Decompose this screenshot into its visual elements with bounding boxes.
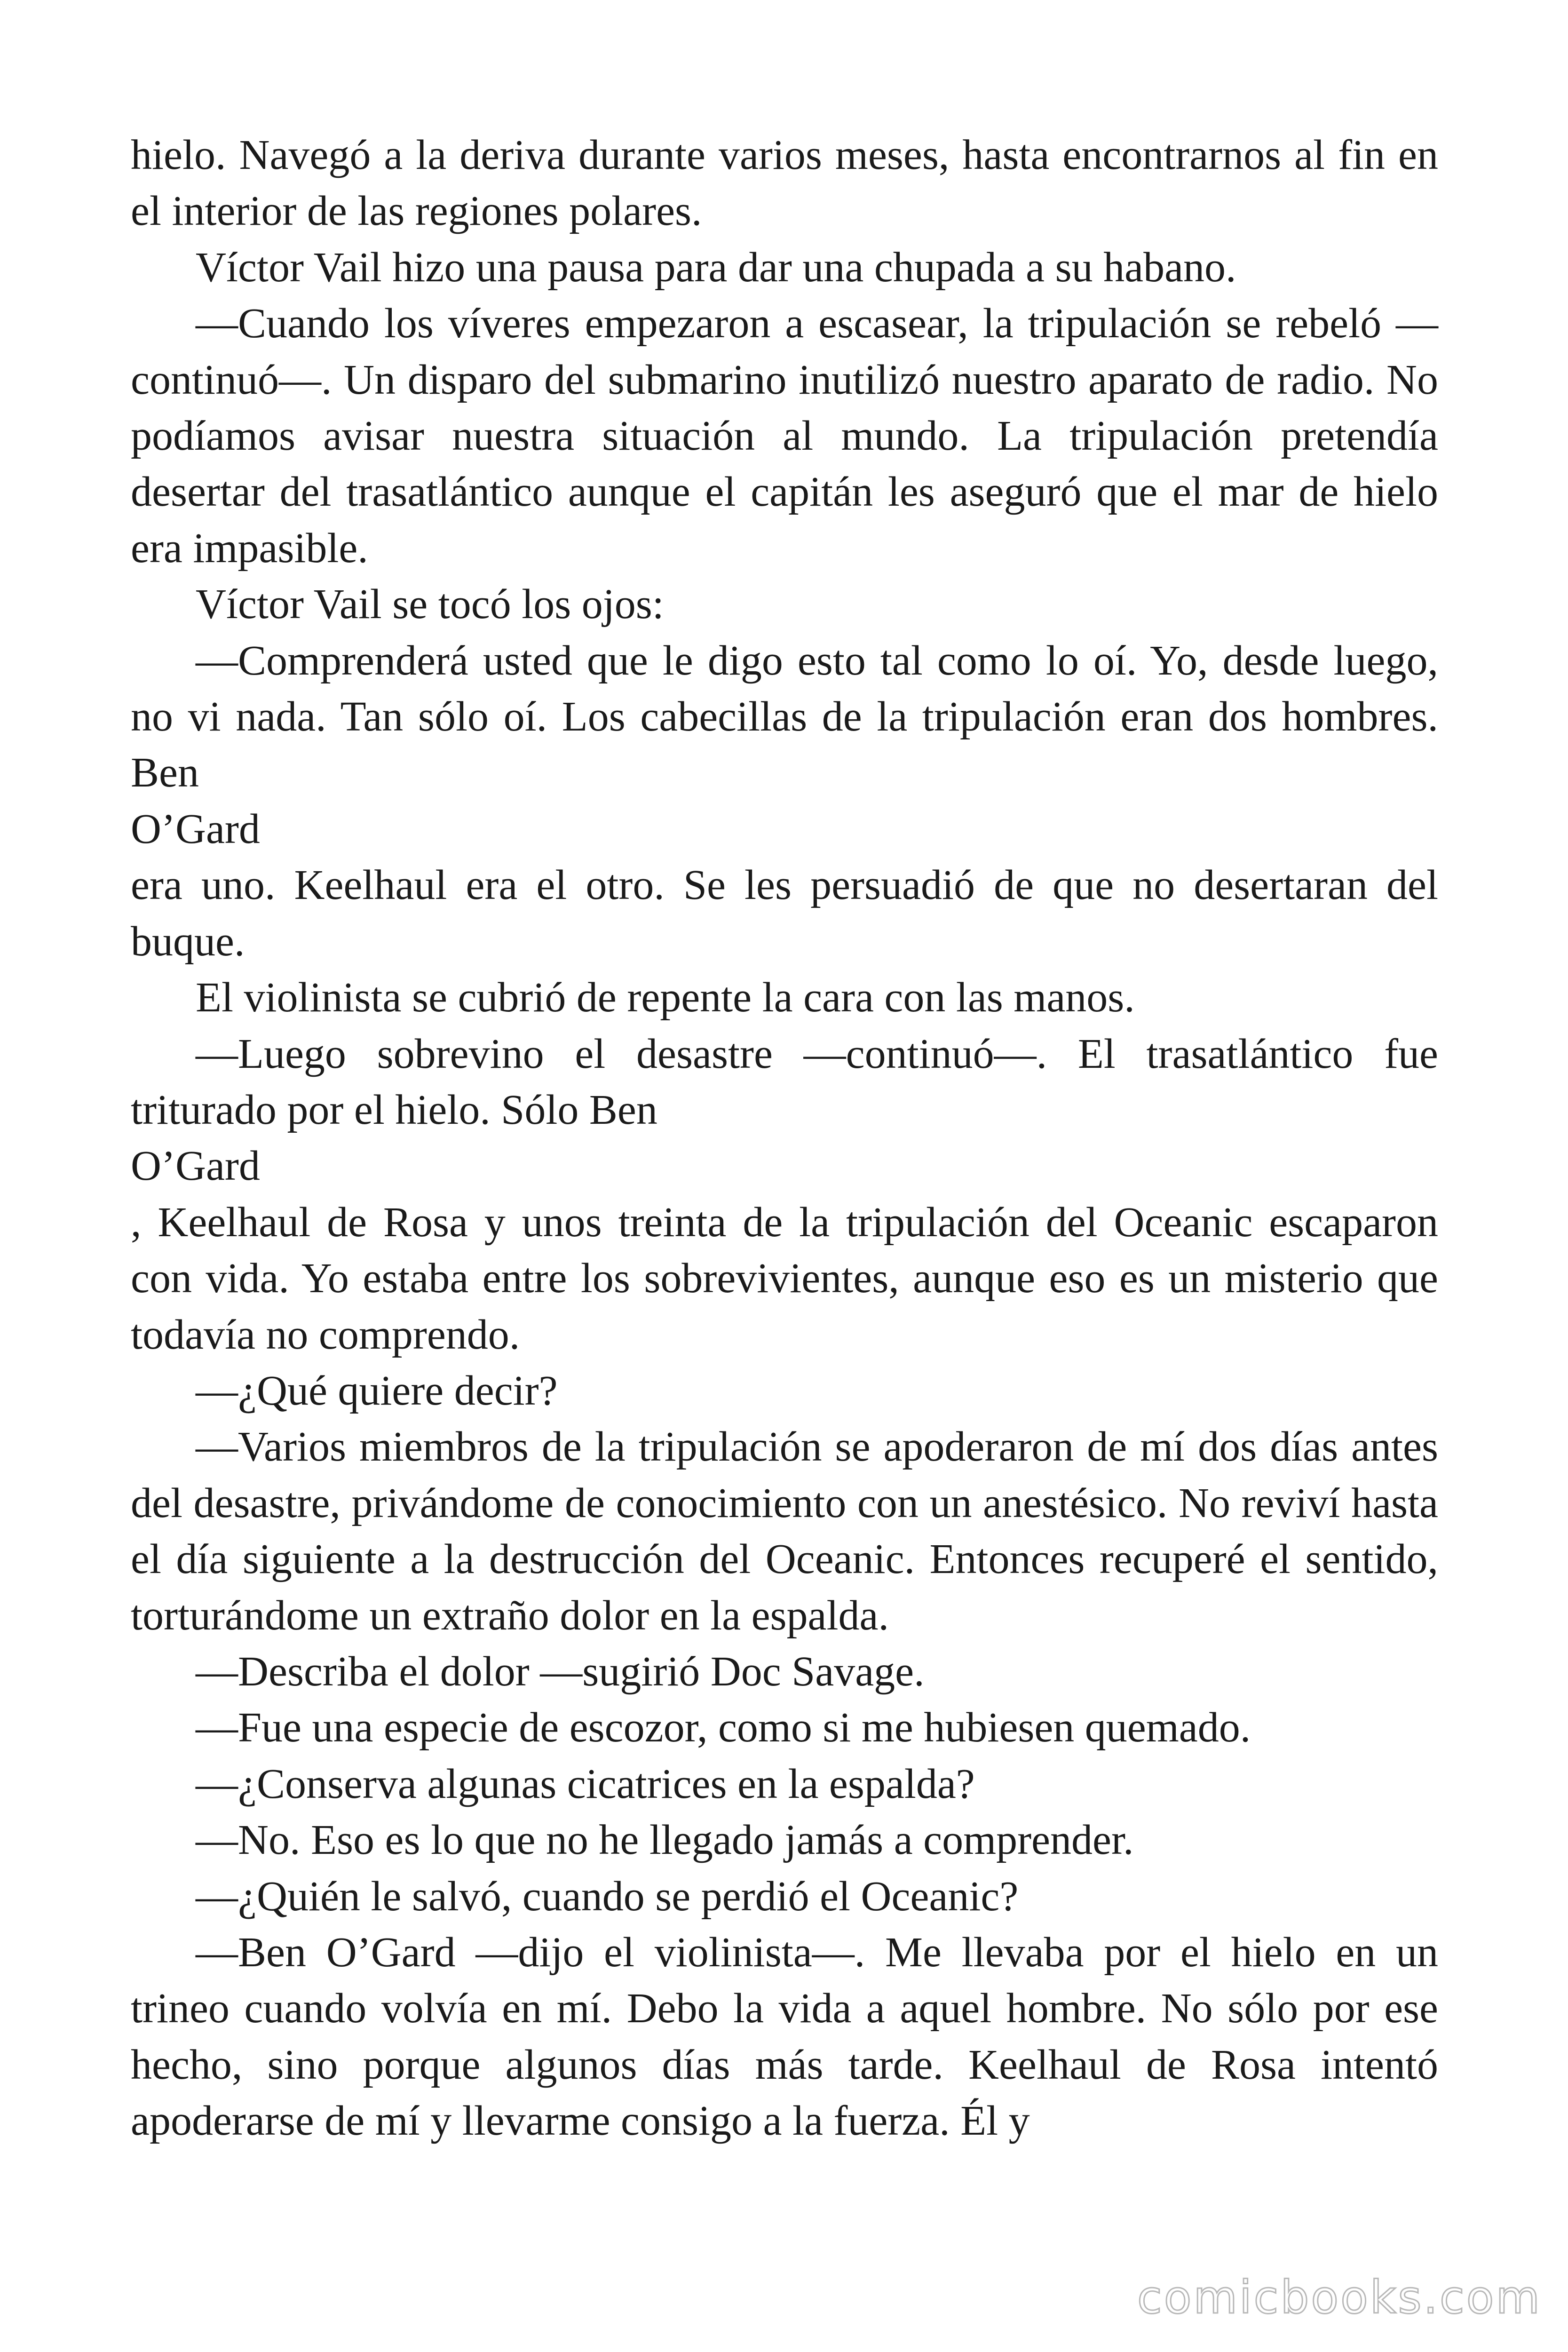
paragraph: Víctor Vail hizo una pausa para dar una chupada a su habano. (196, 244, 1236, 291)
paragraph: hielo. Navegó a la deriva durante varios meses, hasta encontrarnos al fin en el interior de las regiones polares. (131, 132, 1438, 235)
paragraph: —¿Conserva algunas cicatrices en la espalda? (196, 1760, 975, 1807)
paragraph: —¿Qué quiere decir? (196, 1367, 558, 1414)
paragraph: El violinista se cubrió de repente la cara con las manos. (196, 974, 1135, 1021)
paragraph: O’Gard (131, 805, 260, 852)
paragraph: —Varios miembros de la tripulación se apoderaron de mí dos días antes del desastre, privándome de conocimiento con un anestésico. No reviví hasta el día siguiente a la destrucción del Oceanic. Entonces recuperé el sentido, torturándome un extraño dolor en la espalda. (131, 1423, 1438, 1639)
body-text (131, 127, 1438, 2149)
paragraph: —¿Quién le salvó, cuando se perdió el Oceanic? (196, 1873, 1019, 1920)
paragraph: —No. Eso es lo que no he llegado jamás a comprender. (196, 1817, 1134, 1864)
paragraph: O’Gard (131, 1143, 260, 1190)
paragraph: Víctor Vail se tocó los ojos: (196, 581, 664, 628)
paragraph: —Comprenderá usted que le digo esto tal como lo oí. Yo, desde luego, no vi nada. Tan sólo oí. Los cabecillas de la tripulación eran dos hombres. Ben (131, 637, 1438, 796)
paragraph: , Keelhaul de Rosa y unos treinta de la tripulación del Oceanic escaparon con vida. Yo estaba entre los sobrevivientes, aunque eso es un misterio que todavía no comprendo. (131, 1199, 1438, 1358)
paragraph: —Fue una especie de escozor, como si me hubiesen quemado. (196, 1704, 1251, 1751)
watermark: comicbooks.com (1137, 2271, 1542, 2324)
paragraph: —Cuando los víveres empezaron a escasear, la tripulación se rebeló —continuó—. Un disparo del submarino inutilizó nuestro aparato de radio. No podíamos avisar nuestra situación al mundo. La tripulación pretendía desertar del trasatlántico aunque el capitán les aseguró que el mar de hielo era impasible. (131, 300, 1438, 572)
paragraph: —Describa el dolor —sugirió Doc Savage. (196, 1648, 925, 1695)
paragraph: era uno. Keelhaul era el otro. Se les persuadió de que no desertaran del buque. (131, 862, 1438, 965)
paragraph: —Ben O’Gard —dijo el violinista—. Me llevaba por el hielo en un trineo cuando volvía en mí. Debo la vida a aquel hombre. No sólo por ese hecho, sino porque algunos días más tarde. Keelhaul de Rosa intentó apoderarse de mí y llevarme consigo a la fuerza. Él y (131, 1929, 1438, 2145)
paragraph: —Luego sobrevino el desastre —continuó—. El trasatlántico fue triturado por el hielo. Sólo Ben (131, 1030, 1438, 1133)
